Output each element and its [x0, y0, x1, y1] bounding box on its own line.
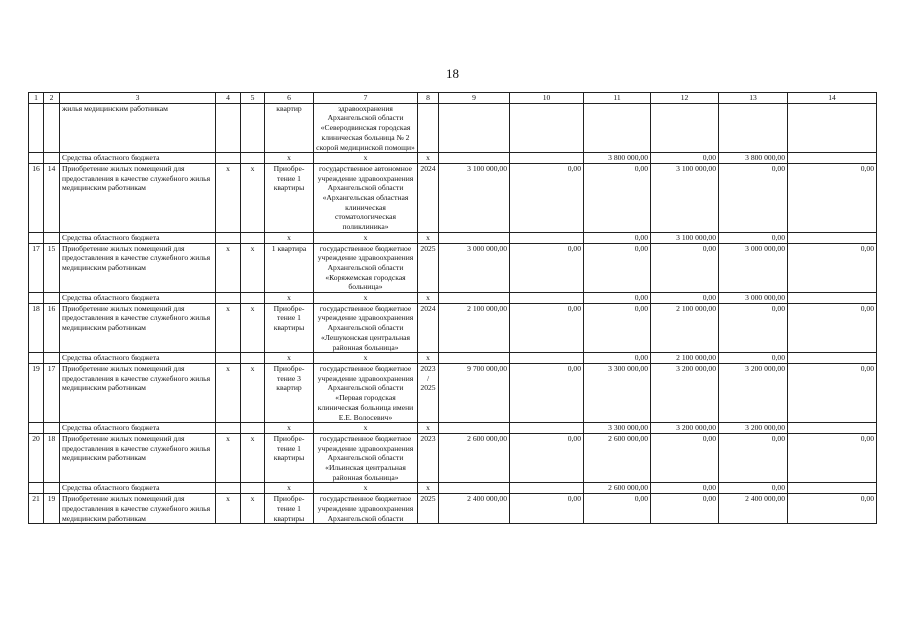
amount-cell: 0,00: [510, 494, 584, 524]
table-row: [29, 433, 877, 483]
total-cell: [439, 153, 510, 164]
executor-cell: здравоохранения Архангельской области «Северодвинская городская клиническая больница № 2 скорой медицинской помощи»: [314, 103, 418, 153]
total-cell: 2 600 000,00: [439, 433, 510, 483]
executor-cell: государственное автономное учреждение здравоохранения Архангельской области «Архангельская областная клиническая стоматологическая поликлиника»: [314, 163, 418, 232]
item-number: 16: [44, 303, 60, 353]
funding-source-row: [29, 483, 877, 494]
result-cell: х: [265, 232, 314, 243]
row-number: 16: [29, 163, 44, 232]
funding-source-row: [29, 153, 877, 164]
table-row: [29, 163, 877, 232]
column-header: 6: [265, 93, 314, 104]
header-row: [29, 93, 877, 104]
row-number: [29, 103, 44, 153]
row-number: 21: [29, 494, 44, 524]
amount-cell: 2 600 000,00: [584, 483, 651, 494]
amount-cell: [788, 483, 877, 494]
cell-x: [216, 483, 241, 494]
year-cell: х: [418, 293, 439, 304]
amount-cell: 3 200 000,00: [719, 423, 788, 434]
amount-cell: 3 300 000,00: [584, 423, 651, 434]
result-cell: Приобре-тение 1 квартиры: [265, 163, 314, 232]
column-header: 14: [788, 93, 877, 104]
cell-x: х: [216, 303, 241, 353]
event-name: Приобретение жилых помещений для предоставления в качестве служебного жилья медицинским работникам: [60, 494, 216, 524]
amount-cell: 0,00: [719, 433, 788, 483]
cell-x: х: [216, 363, 241, 422]
amount-cell: 0,00: [719, 353, 788, 364]
amount-cell: [788, 353, 877, 364]
result-cell: х: [265, 483, 314, 494]
cell-x: х: [216, 494, 241, 524]
table-row: [29, 243, 877, 293]
total-cell: [439, 103, 510, 153]
executor-cell: х: [314, 153, 418, 164]
cell-x: [241, 353, 265, 364]
amount-cell: 3 800 000,00: [584, 153, 651, 164]
total-cell: 3 100 000,00: [439, 163, 510, 232]
amount-cell: [788, 423, 877, 434]
amount-cell: 0,00: [584, 243, 651, 293]
amount-cell: 0,00: [651, 494, 719, 524]
event-name: Средства областного бюджета: [60, 232, 216, 243]
executor-cell: х: [314, 232, 418, 243]
column-header: 12: [651, 93, 719, 104]
amount-cell: [788, 232, 877, 243]
amount-cell: [584, 103, 651, 153]
year-cell: 2024: [418, 303, 439, 353]
year-cell: х: [418, 232, 439, 243]
event-name: Приобретение жилых помещений для предоставления в качестве служебного жилья медицинским работникам: [60, 363, 216, 422]
amount-cell: [719, 103, 788, 153]
amount-cell: 0,00: [719, 232, 788, 243]
amount-cell: 0,00: [651, 243, 719, 293]
year-cell: х: [418, 353, 439, 364]
total-cell: 3 000 000,00: [439, 243, 510, 293]
year-cell: 2023: [418, 433, 439, 483]
column-header: 9: [439, 93, 510, 104]
row-number: [29, 423, 44, 434]
cell-x: х: [216, 433, 241, 483]
funding-source-row: [29, 293, 877, 304]
amount-cell: 0,00: [788, 303, 877, 353]
table-row: [29, 363, 877, 422]
cell-x: [216, 353, 241, 364]
amount-cell: 2 400 000,00: [719, 494, 788, 524]
executor-cell: государственное бюджетное учреждение здравоохранения Архангельской области «Ильинская центральная районная больница»: [314, 433, 418, 483]
result-cell: х: [265, 293, 314, 304]
row-number: [29, 353, 44, 364]
item-number: [44, 293, 60, 304]
event-name: Приобретение жилых помещений для предоставления в качестве служебного жилья медицинским работникам: [60, 243, 216, 293]
total-cell: [439, 483, 510, 494]
cell-x: [241, 232, 265, 243]
amount-cell: 3 200 000,00: [651, 423, 719, 434]
amount-cell: 3 000 000,00: [719, 243, 788, 293]
year-cell: [418, 103, 439, 153]
cell-x: [216, 232, 241, 243]
amount-cell: 2 100 000,00: [651, 303, 719, 353]
amount-cell: [651, 103, 719, 153]
amount-cell: 3 200 000,00: [651, 363, 719, 422]
item-number: 19: [44, 494, 60, 524]
cell-x: х: [241, 163, 265, 232]
event-name: Средства областного бюджета: [60, 423, 216, 434]
budget-table: [28, 92, 877, 524]
result-cell: Приобре-тение 1 квартиры: [265, 433, 314, 483]
cell-x: [241, 483, 265, 494]
executor-cell: х: [314, 353, 418, 364]
cell-x: х: [216, 163, 241, 232]
row-number: 19: [29, 363, 44, 422]
event-name: Приобретение жилых помещений для предоставления в качестве служебного жилья медицинским работникам: [60, 163, 216, 232]
executor-cell: государственное бюджетное учреждение здравоохранения Архангельской области «Первая городская клиническая больница имени Е.Е. Волосевич»: [314, 363, 418, 422]
amount-cell: 0,00: [719, 483, 788, 494]
result-cell: 1 квартира: [265, 243, 314, 293]
event-name: Приобретение жилых помещений для предоставления в качестве служебного жилья медицинским работникам: [60, 433, 216, 483]
amount-cell: 0,00: [788, 163, 877, 232]
amount-cell: 0,00: [584, 303, 651, 353]
item-number: [44, 103, 60, 153]
result-cell: х: [265, 353, 314, 364]
cell-x: [241, 293, 265, 304]
year-cell: х: [418, 483, 439, 494]
result-cell: Приобре-тение 1 квартиры: [265, 494, 314, 524]
amount-cell: 3 100 000,00: [651, 232, 719, 243]
item-number: 15: [44, 243, 60, 293]
total-cell: 2 400 000,00: [439, 494, 510, 524]
row-number: [29, 153, 44, 164]
amount-cell: 3 100 000,00: [651, 163, 719, 232]
item-number: [44, 483, 60, 494]
total-cell: [439, 232, 510, 243]
result-cell: х: [265, 153, 314, 164]
amount-cell: 0,00: [788, 433, 877, 483]
cell-x: [241, 103, 265, 153]
year-cell: х: [418, 423, 439, 434]
funding-source-row: [29, 232, 877, 243]
amount-cell: 0,00: [788, 494, 877, 524]
amount-cell: 0,00: [788, 243, 877, 293]
item-number: [44, 423, 60, 434]
event-name: жилья медицинским работникам: [60, 103, 216, 153]
column-header: 2: [44, 93, 60, 104]
amount-cell: [510, 153, 584, 164]
amount-cell: [510, 293, 584, 304]
amount-cell: 0,00: [584, 494, 651, 524]
funding-source-row: [29, 353, 877, 364]
amount-cell: [510, 483, 584, 494]
amount-cell: [510, 353, 584, 364]
column-header: 5: [241, 93, 265, 104]
year-cell: х: [418, 153, 439, 164]
amount-cell: [788, 293, 877, 304]
result-cell: Приобре-тение 3 квартир: [265, 363, 314, 422]
amount-cell: [510, 232, 584, 243]
amount-cell: 0,00: [510, 303, 584, 353]
amount-cell: 0,00: [584, 293, 651, 304]
total-cell: 9 700 000,00: [439, 363, 510, 422]
cell-x: [216, 423, 241, 434]
item-number: 14: [44, 163, 60, 232]
total-cell: 2 100 000,00: [439, 303, 510, 353]
row-number: 17: [29, 243, 44, 293]
cell-x: [216, 293, 241, 304]
row-number: [29, 232, 44, 243]
row-number: [29, 293, 44, 304]
item-number: [44, 153, 60, 164]
executor-cell: х: [314, 293, 418, 304]
amount-cell: 3 000 000,00: [719, 293, 788, 304]
amount-cell: 0,00: [788, 363, 877, 422]
amount-cell: 0,00: [510, 243, 584, 293]
cell-x: х: [241, 494, 265, 524]
amount-cell: 3 300 000,00: [584, 363, 651, 422]
amount-cell: [510, 103, 584, 153]
column-header: 10: [510, 93, 584, 104]
event-name: Средства областного бюджета: [60, 483, 216, 494]
cell-x: х: [216, 243, 241, 293]
cell-x: [241, 423, 265, 434]
cell-x: х: [241, 243, 265, 293]
executor-cell: государственное бюджетное учреждение здравоохранения Архангельской области «Коряжемская городская больница»: [314, 243, 418, 293]
page-number: 18: [446, 66, 459, 81]
column-header: 3: [60, 93, 216, 104]
executor-cell: х: [314, 423, 418, 434]
executor-cell: государственное бюджетное учреждение здравоохранения Архангельской области: [314, 494, 418, 524]
amount-cell: 0,00: [651, 483, 719, 494]
table-row: [29, 494, 877, 524]
item-number: 18: [44, 433, 60, 483]
year-cell: 2025: [418, 243, 439, 293]
event-name: Средства областного бюджета: [60, 293, 216, 304]
amount-cell: 2 100 000,00: [651, 353, 719, 364]
cell-x: [216, 103, 241, 153]
row-number: [29, 483, 44, 494]
amount-cell: 0,00: [651, 433, 719, 483]
amount-cell: 3 800 000,00: [719, 153, 788, 164]
amount-cell: 0,00: [584, 353, 651, 364]
amount-cell: 0,00: [510, 363, 584, 422]
amount-cell: [788, 103, 877, 153]
cell-x: х: [241, 433, 265, 483]
amount-cell: 0,00: [719, 163, 788, 232]
amount-cell: [510, 423, 584, 434]
total-cell: [439, 353, 510, 364]
year-cell: 2024: [418, 163, 439, 232]
total-cell: [439, 423, 510, 434]
amount-cell: 3 200 000,00: [719, 363, 788, 422]
cell-x: [216, 153, 241, 164]
result-cell: х: [265, 423, 314, 434]
amount-cell: 0,00: [584, 232, 651, 243]
table-row: [29, 303, 877, 353]
year-cell: 2023/ 2025: [418, 363, 439, 422]
result-cell: квартир: [265, 103, 314, 153]
amount-cell: 2 600 000,00: [584, 433, 651, 483]
row-number: 18: [29, 303, 44, 353]
cell-x: [241, 153, 265, 164]
amount-cell: 0,00: [510, 163, 584, 232]
year-cell: 2025: [418, 494, 439, 524]
amount-cell: 0,00: [510, 433, 584, 483]
cell-x: х: [241, 303, 265, 353]
table-row: [29, 103, 877, 153]
cell-x: х: [241, 363, 265, 422]
column-header: 11: [584, 93, 651, 104]
column-header: 4: [216, 93, 241, 104]
amount-cell: [788, 153, 877, 164]
column-header: 1: [29, 93, 44, 104]
event-name: Средства областного бюджета: [60, 153, 216, 164]
item-number: [44, 232, 60, 243]
executor-cell: х: [314, 483, 418, 494]
item-number: [44, 353, 60, 364]
amount-cell: 0,00: [719, 303, 788, 353]
amount-cell: 0,00: [651, 293, 719, 304]
total-cell: [439, 293, 510, 304]
amount-cell: 0,00: [584, 163, 651, 232]
column-header: 13: [719, 93, 788, 104]
amount-cell: 0,00: [651, 153, 719, 164]
event-name: Приобретение жилых помещений для предоставления в качестве служебного жилья медицинским работникам: [60, 303, 216, 353]
column-header: 8: [418, 93, 439, 104]
event-name: Средства областного бюджета: [60, 353, 216, 364]
row-number: 20: [29, 433, 44, 483]
column-header: 7: [314, 93, 418, 104]
item-number: 17: [44, 363, 60, 422]
executor-cell: государственное бюджетное учреждение здравоохранения Архангельской области «Лешуконская центральная районная больница»: [314, 303, 418, 353]
result-cell: Приобре-тение 1 квартиры: [265, 303, 314, 353]
funding-source-row: [29, 423, 877, 434]
